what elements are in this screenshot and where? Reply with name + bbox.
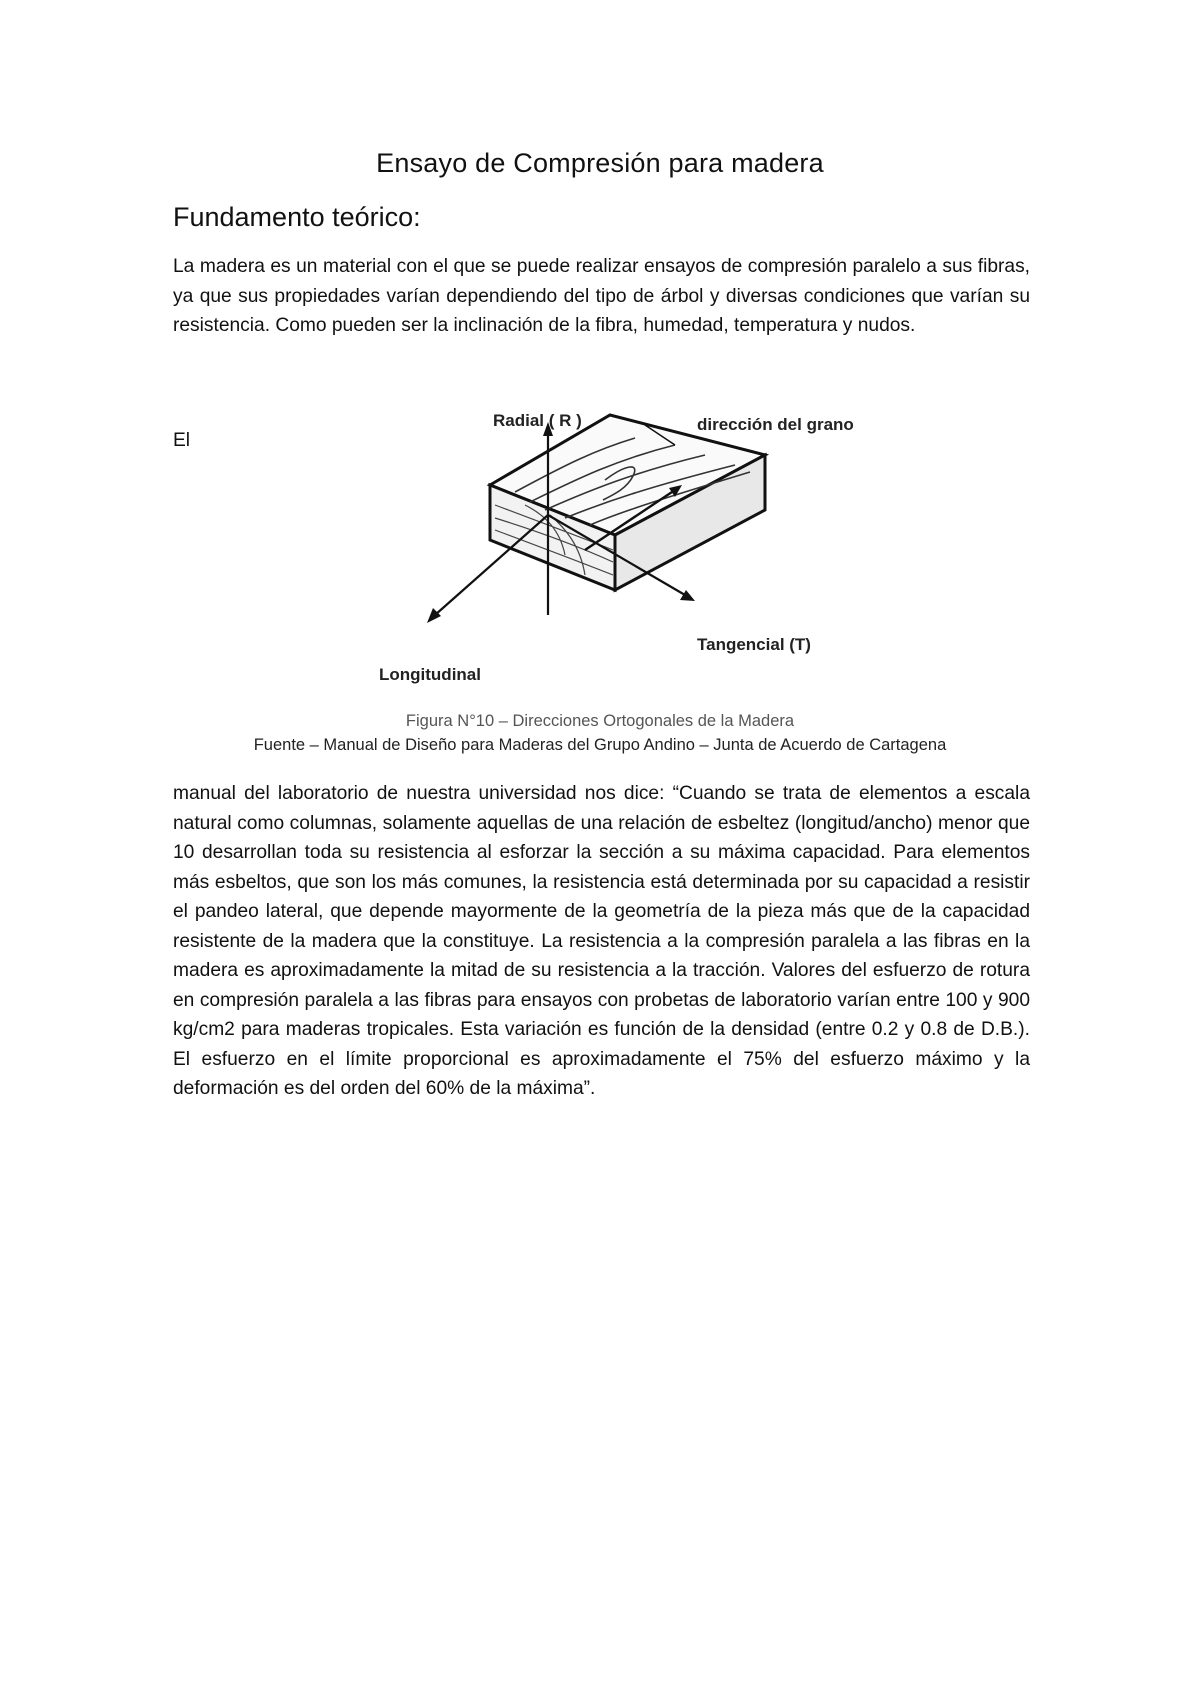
document-title: Ensayo de Compresión para madera <box>376 148 824 178</box>
label-grain-direction: dirección del grano <box>697 415 854 434</box>
label-longitudinal: Longitudinal <box>379 665 481 684</box>
paragraph-intro: La madera es un material con el que se puede realizar ensayos de compresión paralelo a sus fibras, ya que sus propiedades varían dependiendo del tipo de árbol y diversas condiciones que varían su resistencia. Como pueden ser la inclinación de la fibra, humedad, temperatura y nudos. <box>173 256 1030 336</box>
section-heading: Fundamento teórico: <box>173 202 421 232</box>
wood-orthogonal-directions-figure <box>375 410 895 695</box>
paragraph-manual-quote: manual del laboratorio de nuestra universidad nos dice: “Cuando se trata de elementos a escala natural como columnas, solamente aquellas de una relación de esbeltez (longitud/ancho) menor que 10 desarrollan toda su resistencia al esforzar la sección a su máxima capacidad. Para elementos más esbeltos, que son los más comunes, la resistencia está determinada por su capacidad a resistir el pandeo lateral, que depende mayormente de la geometría de la pieza más que de la capacidad resistente de la madera que la constituye. La resistencia a la compresión paralela a las fibras en la madera es aproximadamente la mitad de su resistencia a la tracción. Valores del esfuerzo de rotura en compresión paralela a las fibras para ensayos con probetas de laboratorio varían entre 100 y 900 kg/cm2 para maderas tropicales. Esta variación es función de la densidad (entre 0.2 y 0.8 de D.B.). El esfuerzo en el límite proporcional es aproximadamente el 75% del esfuerzo máximo y la deformación es del orden del 60% de la máxima”. <box>173 783 1030 1099</box>
label-tangential: Tangencial (T) <box>697 635 811 654</box>
figure-caption: Figura N°10 – Direcciones Ortogonales de la Madera <box>405 712 795 730</box>
label-radial: Radial ( R ) <box>493 411 582 430</box>
figure-source: Fuente – Manual de Diseño para Maderas del Grupo Andino – Junta de Acuerdo de Cartagena <box>253 736 947 754</box>
paragraph-fragment-el: El <box>173 430 191 451</box>
